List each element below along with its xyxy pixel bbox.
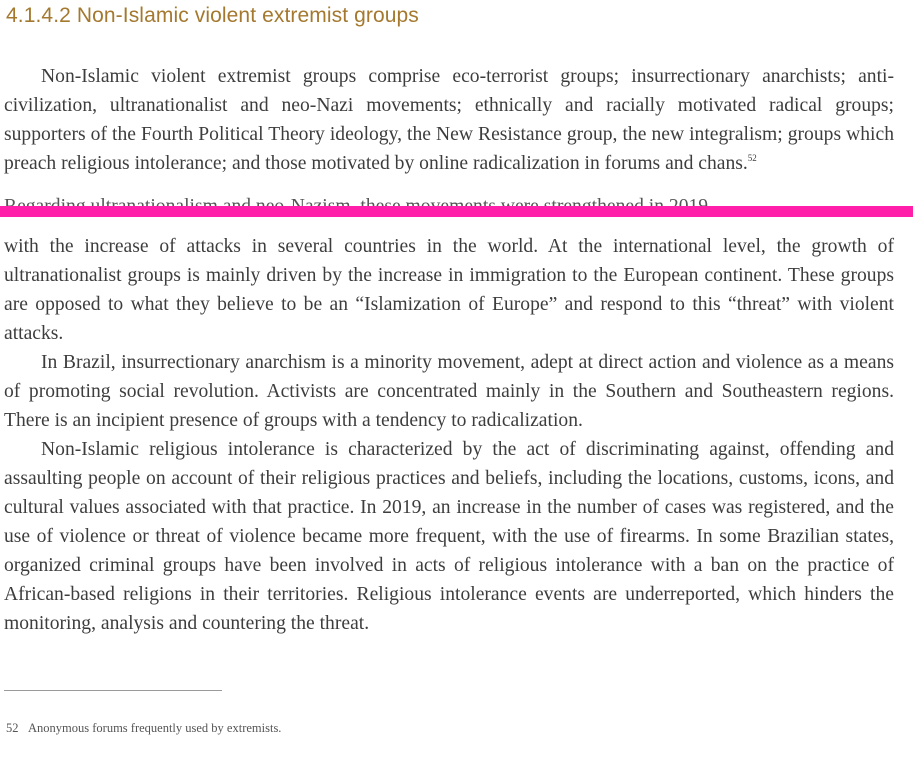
footnote-divider xyxy=(4,690,222,691)
highlight-marker-bar xyxy=(0,206,913,217)
footnote-reference[interactable]: 52 xyxy=(747,153,757,163)
paragraph-1-text: Non-Islamic violent extremist groups comprise eco-terrorist groups; insurrectionary anarchists; anti-civilization, ultranationalist and neo-Nazi movements; ethnically and racially motivated radical groups; supporters of the Fourth Political Theory ideology, the New Resistance group, the new integralism; groups which preach religious intolerance; and those motivated by online radicalization in forums and chans. xyxy=(4,66,894,174)
paragraph-3: In Brazil, insurrectionary anarchism is a minority movement, adept at direct action and violence as a means of promoting social revolution. Activists are concentrated mainly in the Southern and Southeastern regions. There is an incipient presence of groups with a tendency to radicalization. xyxy=(4,352,894,431)
footnote xyxy=(6,721,281,736)
paragraphs-continued xyxy=(4,232,894,638)
paragraph-4: Non-Islamic religious intolerance is characterized by the act of discriminating against, offending and assaulting people on account of their religious practices and beliefs, including the locations, customs, icons, and cultural values associated with that practice. In 2019, an increase in the number of cases was registered, and the use of violence or threat of violence became more frequent, with the use of firearms. In some Brazilian states, organized criminal groups have been involved in acts of religious intolerance with a ban on the practice of African-based religions in their territories. Religious intolerance events are underreported, which hinders the monitoring, analysis and countering the threat. xyxy=(4,439,894,634)
section-heading: 4.1.4.2 Non-Islamic violent extremist groups xyxy=(6,4,419,27)
footnote-text: Anonymous forums frequently used by extremists. xyxy=(28,721,282,735)
footnote-number: 52 xyxy=(6,721,19,735)
paragraph-2-continued: with the increase of attacks in several countries in the world. At the international level, the growth of ultranationalist groups is mainly driven by the increase in immigration to the European continent. These groups are opposed to what they believe to be an “Islamization of Europe” and respond to this “threat” with violent attacks. xyxy=(4,236,894,344)
paragraph-1 xyxy=(4,62,894,178)
